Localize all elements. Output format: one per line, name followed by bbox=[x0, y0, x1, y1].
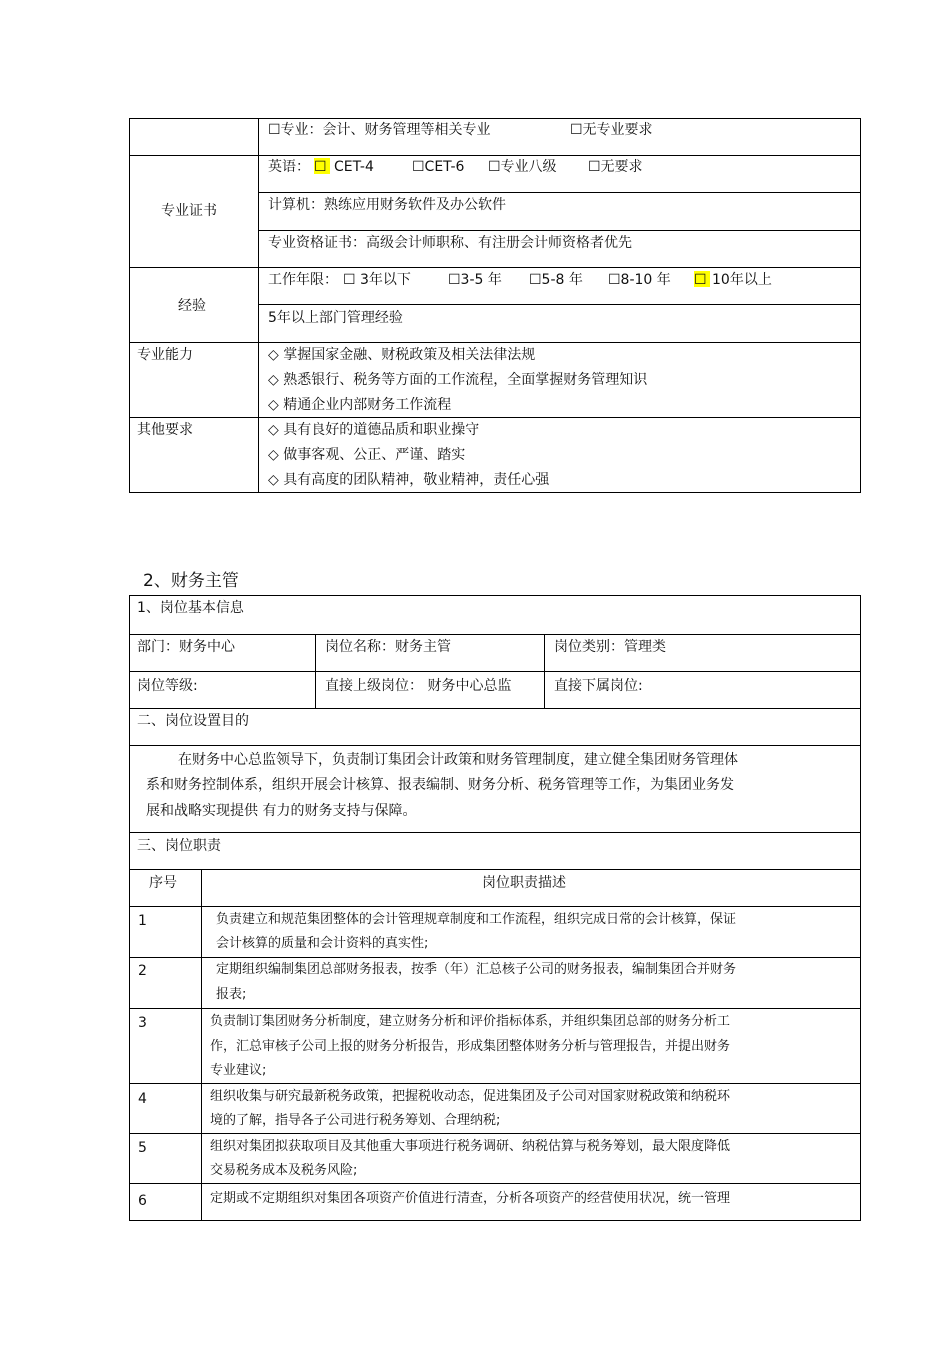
duty-number: 5 bbox=[138, 1140, 147, 1156]
english-none: ☐无要求 bbox=[588, 159, 643, 175]
other-item: ◇ 做事客观、公正、严谨、踏实 bbox=[268, 447, 466, 463]
col-number-header: 序号 bbox=[149, 875, 177, 891]
duty-line: 负责制订集团财务分析制度，建立财务分析和评价指标体系，并组织集团总部的财务分析工 bbox=[210, 1014, 731, 1029]
duty-line: 报表; bbox=[216, 987, 247, 1002]
years-opt5: 10年以上 bbox=[712, 272, 772, 288]
other-item: ◇ 具有良好的道德品质和职业操守 bbox=[268, 422, 480, 438]
basic-info-title: 1、岗位基本信息 bbox=[137, 600, 244, 616]
dept-experience: 5年以上部门管理经验 bbox=[268, 310, 403, 326]
english-cet4: CET-4 bbox=[334, 159, 374, 175]
department: 部门：财务中心 bbox=[137, 639, 235, 655]
direct-superior: 直接上级岗位： 财务中心总监 bbox=[325, 678, 512, 694]
ability-item: ◇ 精通企业内部财务工作流程 bbox=[268, 397, 452, 413]
duty-line: 会计核算的质量和会计资料的真实性; bbox=[216, 936, 429, 951]
english-cet6: ☐CET-6 bbox=[412, 159, 465, 175]
purpose-line: 展和战略实现提供 有力的财务支持与保障。 bbox=[146, 803, 417, 819]
qualification-requirement: 专业资格证书：高级会计师职称、有注册会计师资格者优先 bbox=[268, 235, 632, 251]
checkbox-icon: ☐ bbox=[694, 272, 707, 288]
duty-line: 组织对集团拟获取项目及其他重大事项进行税务调研、纳税估算与税务筹划，最大限度降低 bbox=[210, 1139, 731, 1154]
years-opt2: ☐3-5 年 bbox=[448, 272, 502, 288]
duty-line: 定期组织编制集团总部财务报表，按季（年）汇总核子公司的财务报表，编制集团合并财务 bbox=[216, 962, 737, 977]
years-opt3: ☐5-8 年 bbox=[529, 272, 583, 288]
ability-item: ◇ 掌握国家金融、财税政策及相关法律法规 bbox=[268, 347, 536, 363]
cert-label: 专业证书 bbox=[161, 203, 217, 219]
duty-title: 三、岗位职责 bbox=[137, 838, 221, 854]
english-prefix: 英语： bbox=[268, 159, 310, 175]
years-opt4: ☐8-10 年 bbox=[608, 272, 671, 288]
no-major-requirement: ☐无专业要求 bbox=[570, 122, 653, 138]
duty-line: 作，汇总审核子公司上报的财务分析报告，形成集团整体财务分析与管理报告，并提出财务 bbox=[210, 1039, 731, 1054]
checkbox-icon: ☐ bbox=[314, 159, 327, 175]
years-opt1: ☐ 3年以下 bbox=[343, 272, 411, 288]
ability-item: ◇ 熟悉银行、税务等方面的工作流程，全面掌握财务管理知识 bbox=[268, 372, 648, 388]
duty-line: 组织收集与研究最新税务政策，把握税收动态，促进集团及子公司对国家财税政策和纳税环 bbox=[210, 1089, 731, 1104]
direct-subordinate: 直接下属岗位: bbox=[554, 678, 643, 694]
duty-line: 交易税务成本及税务风险; bbox=[210, 1163, 358, 1178]
duty-number: 4 bbox=[138, 1091, 147, 1107]
purpose-line: 系和财务控制体系，组织开展会计核算、报表编制、财务分析、税务管理等工作，为集团业务发 bbox=[146, 777, 734, 793]
duty-number: 6 bbox=[138, 1193, 147, 1209]
experience-label: 经验 bbox=[178, 298, 206, 314]
purpose-line: 在财务中心总监领导下，负责制订集团会计政策和财务管理制度，建立健全集团财务管理体 bbox=[178, 752, 738, 768]
purpose-title: 二、岗位设置目的 bbox=[137, 713, 249, 729]
section-title: 2、财务主管 bbox=[143, 571, 239, 591]
computer-requirement: 计算机：熟练应用财务软件及办公软件 bbox=[268, 197, 506, 213]
duty-number: 1 bbox=[138, 913, 147, 929]
english-tem8: ☐专业八级 bbox=[488, 159, 557, 175]
duty-line: 境的了解，指导各子公司进行税务筹划、合理纳税; bbox=[210, 1113, 501, 1128]
duty-number: 2 bbox=[138, 963, 147, 979]
duty-line: 定期或不定期组织对集团各项资产价值进行清查，分析各项资产的经营使用状况，统一管理 bbox=[210, 1191, 731, 1206]
duty-line: 负责建立和规范集团整体的会计管理规章制度和工作流程，组织完成日常的会计核算，保证 bbox=[216, 912, 737, 927]
position-name: 岗位名称：财务主管 bbox=[325, 639, 451, 655]
major-requirement: ☐专业：会计、财务管理等相关专业 bbox=[268, 122, 491, 138]
ability-label: 专业能力 bbox=[137, 347, 193, 363]
position-grade: 岗位等级: bbox=[137, 678, 198, 694]
position-type: 岗位类别：管理类 bbox=[554, 639, 666, 655]
duty-number: 3 bbox=[138, 1015, 147, 1031]
duty-line: 专业建议; bbox=[210, 1063, 267, 1078]
other-label: 其他要求 bbox=[137, 422, 193, 438]
years-prefix: 工作年限： bbox=[268, 272, 338, 288]
col-description-header: 岗位职责描述 bbox=[482, 875, 566, 891]
other-item: ◇ 具有高度的团队精神，敬业精神，责任心强 bbox=[268, 472, 550, 488]
